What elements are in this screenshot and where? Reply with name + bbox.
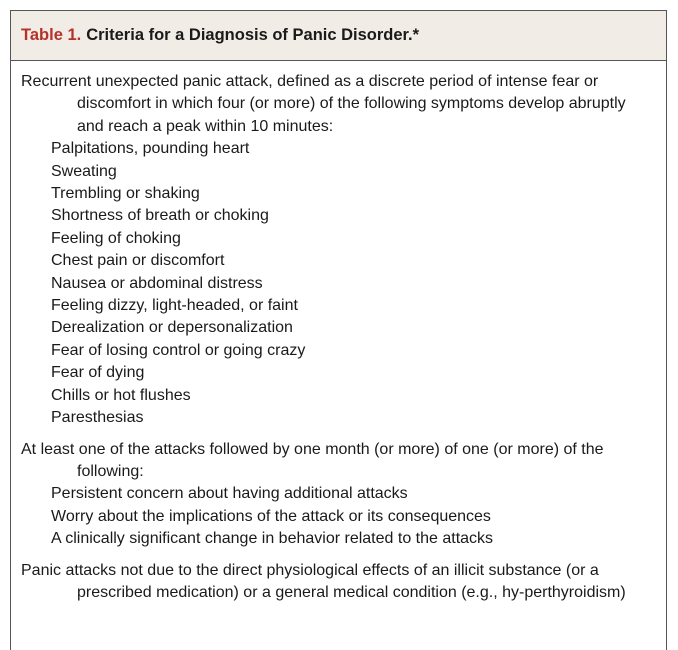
- list-item: Chest pain or discomfort: [51, 252, 225, 270]
- list-item: Sweating: [51, 162, 117, 180]
- criteria-section-1: [21, 71, 656, 430]
- list-item: Feeling of choking: [51, 229, 181, 247]
- table-body: [11, 61, 666, 604]
- consequence-list: [21, 483, 656, 550]
- table-title: Criteria for a Diagnosis of Panic Disorder.*: [86, 26, 420, 44]
- list-item: Shortness of breath or choking: [51, 207, 269, 225]
- list-item: Palpitations, pounding heart: [51, 140, 250, 158]
- table-number: Table 1.: [21, 26, 82, 44]
- table-header: [11, 11, 666, 61]
- criterion-lead: Recurrent unexpected panic attack, defined as a discrete period of intense fear or discomfort in which four (or more) of the following symptoms develop abruptly and reach a peak within 10 minutes:: [21, 73, 626, 135]
- criteria-table: [10, 10, 667, 650]
- list-item: Feeling dizzy, light-headed, or faint: [51, 297, 298, 315]
- list-item: Trembling or shaking: [51, 185, 200, 203]
- list-item: Fear of dying: [51, 364, 145, 382]
- list-item: Nausea or abdominal distress: [51, 274, 263, 292]
- criterion-lead: Panic attacks not due to the direct physiological effects of an illicit substance (or a prescribed medication) or a general medical condition (e.g., hy-perthyroidism): [21, 561, 626, 601]
- list-item: Chills or hot flushes: [51, 386, 191, 404]
- list-item: Worry about the implications of the attack or its consequences: [51, 507, 491, 525]
- list-item: A clinically significant change in behavior related to the attacks: [51, 530, 494, 548]
- criteria-section-2: [21, 439, 656, 551]
- symptom-list: [21, 138, 656, 429]
- list-item: Paresthesias: [51, 409, 144, 427]
- criterion-lead: At least one of the attacks followed by one month (or more) of one (or more) of the following:: [21, 440, 604, 480]
- criteria-section-3: [21, 560, 656, 605]
- list-item: Fear of losing control or going crazy: [51, 341, 306, 359]
- list-item: Persistent concern about having additional attacks: [51, 485, 408, 503]
- list-item: Derealization or depersonalization: [51, 319, 293, 337]
